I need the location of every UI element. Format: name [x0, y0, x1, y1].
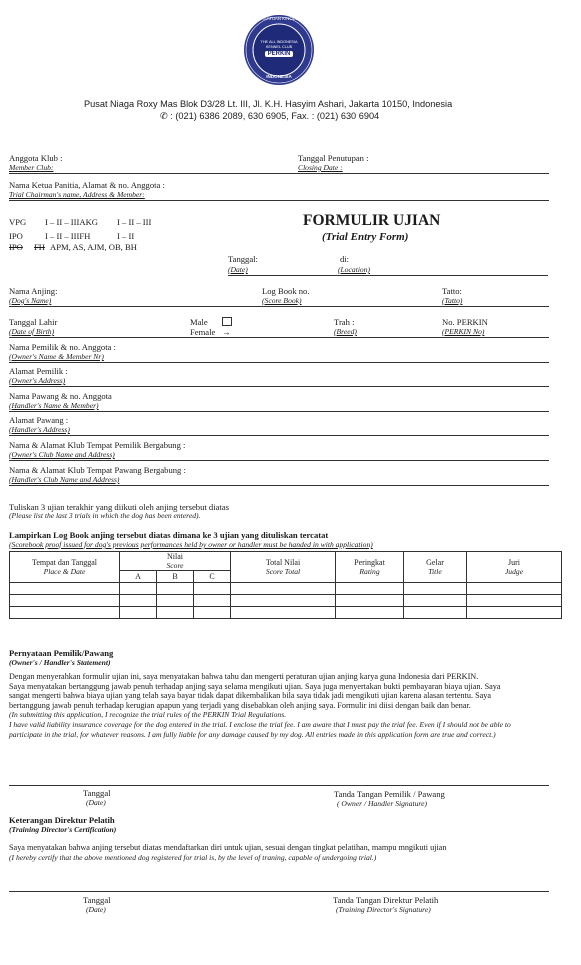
table-row[interactable]: [10, 583, 562, 595]
signature2-line[interactable]: [9, 891, 549, 892]
class-ipo: IPO: [9, 231, 23, 241]
handler-address-line[interactable]: [9, 435, 549, 436]
director-statement: Saya menyatakan bahwa anjing tersebut diatas mendaftarkan diri untuk ujian, sesuai dengan tingkat pelatihan, mampu mngikuti ujian: [9, 843, 447, 852]
owner-signature-label: Tanda Tangan Pemilik / Pawang: [334, 789, 445, 799]
logbook-note: Lampirkan Log Book anjing tersebut diatas dimana ke 3 ujian yang dituliskan tercatat: [9, 530, 329, 540]
handler-address-label-en: (Handler's Address): [9, 425, 70, 434]
class-vpg-levels-2: I – II – III: [117, 217, 152, 227]
closing-date-label-en: Closing Date :: [298, 163, 343, 172]
logo-ring-text: PERSATUAN KINOLOGI: [255, 16, 303, 21]
trials-note: Tuliskan 3 ujian terakhir yang diikuti oleh anjing tersebut diatas: [9, 502, 229, 512]
director-heading-en: (Training Director's Certification): [9, 825, 117, 834]
tattoo-label-en: (Tatto): [442, 296, 463, 305]
form-title: FORMULIR UJIAN: [303, 212, 441, 229]
chairman-label: Nama Ketua Panitia, Alamat & no. Anggota :: [9, 180, 165, 190]
owner-club-label: Nama & Alamat Klub Tempat Pemilik Bergabung :: [9, 440, 186, 450]
tattoo-label: Tatto:: [442, 286, 462, 296]
perkin-logo: [243, 14, 315, 86]
handler-name-label: Nama Pawang & no. Anggota: [9, 391, 112, 401]
dob-label: Tanggal Lahir: [9, 317, 58, 327]
trials-note-en: (Please list the last 3 trials in which the dog has been entered).: [9, 511, 201, 520]
dog-name-label: Nama Anjing:: [9, 286, 58, 296]
female-label: Female: [190, 327, 216, 337]
logo-bottom-text: INDONESIA: [266, 74, 292, 79]
owner-address-label-en: (Owner's Address): [9, 376, 66, 385]
trial-date-label: Tanggal:: [228, 254, 258, 264]
director-heading: Keterangan Direktur Pelatih: [9, 815, 115, 825]
handler-address-label: Alamat Pawang :: [9, 415, 69, 425]
dob-line[interactable]: [9, 337, 549, 338]
statement-heading-en: (Owner's / Handler's Statement): [9, 658, 111, 667]
owner-name-label: Nama Pemilik & no. Anggota :: [9, 342, 116, 352]
class-vpg-levels: I – II – IIIAKG: [45, 217, 98, 227]
dob-label-en: (Date of Birth): [9, 327, 55, 336]
header-contact: ✆ : (021) 6386 2089, 630 6905, Fax. : (021) 630 6904: [160, 111, 380, 121]
class-ipo-row3: IPO: [9, 242, 23, 252]
female-checkmark[interactable]: →: [222, 327, 231, 337]
breed-label: Trah :: [334, 317, 355, 327]
table-row[interactable]: [10, 607, 562, 619]
owner-name-label-en: (Owner's Name & Member Nr): [9, 352, 104, 361]
perkin-no-label: No. PERKIN: [442, 317, 488, 327]
trial-location-label: di:: [340, 254, 350, 264]
trial-location-label-en: (Location): [338, 265, 371, 274]
handler-name-line[interactable]: [9, 411, 549, 412]
chairman-line[interactable]: [9, 200, 549, 201]
logo-center-top: THE ALL INDONESIA: [260, 40, 298, 44]
male-checkbox[interactable]: [222, 317, 232, 326]
class-ipo-levels-2: I – II: [117, 231, 135, 241]
owner-club-label-en: (Owner's Club Name and Address): [9, 450, 115, 459]
header-judge: Juri Judge: [467, 552, 562, 583]
signature1-line[interactable]: [9, 785, 549, 786]
header-total: Total Nilai Score Total: [231, 552, 336, 583]
header-col-c: C: [194, 571, 231, 583]
logo-center-name: PERKIN: [265, 51, 293, 57]
logo-center-mid: KENNEL CLUB: [265, 45, 293, 49]
table-header-row: [10, 552, 562, 571]
owner-signature-label-en: ( Owner / Handler Signature): [337, 799, 427, 808]
owner-address-label: Alamat Pemilik :: [9, 366, 68, 376]
statement-heading: Pernyataan Pemilik/Pawang: [9, 648, 114, 658]
owner-club-line[interactable]: [9, 460, 549, 461]
member-club-line[interactable]: [9, 173, 549, 174]
class-others: APM, AS, AJM, OB, BH: [50, 242, 137, 252]
class-ipo-levels: I – II – IIIFH: [45, 231, 91, 241]
dog-name-label-en: (Dog's Name): [9, 296, 52, 305]
trial-date-line[interactable]: [228, 275, 548, 276]
header-address: Pusat Niaga Roxy Mas Blok D3/28 Lt. III, Jl. K.H. Hasyim Ashari, Jakarta 10150, Indonesia: [84, 99, 453, 109]
director-statement-en: (I hereby certify that the above mentioned dog registered for trial is, by the level of traning, capable of undergoing trial.): [9, 853, 377, 862]
director-signature-label: Tanda Tangan Direktur Pelatih: [333, 895, 439, 905]
handler-club-label-en: (Handler's Club Name and Address): [9, 475, 120, 484]
member-club-label: Anggota Klub :: [9, 153, 63, 163]
class-vpg: VPG: [9, 217, 27, 227]
trial-date-label-en: (Date): [228, 265, 248, 274]
header-col-b: B: [157, 571, 194, 583]
member-club-label-en: Member Club:: [9, 163, 54, 172]
male-label: Male: [190, 317, 208, 327]
handler-club-line[interactable]: [9, 485, 549, 486]
handler-club-label: Nama & Alamat Klub Tempat Pawang Bergabung :: [9, 465, 186, 475]
header-rating: Peringkat Rating: [336, 552, 404, 583]
trial-history-table: [9, 551, 562, 619]
logbook-label-en: (Score Book): [262, 296, 302, 305]
form-subtitle: (Trial Entry Form): [322, 231, 409, 243]
header-title: Gelar Title: [404, 552, 467, 583]
breed-label-en: (Breed): [334, 327, 357, 336]
owner-name-line[interactable]: [9, 362, 549, 363]
class-fh: FH: [34, 242, 45, 252]
signature1-date-label-en: (Date): [86, 798, 106, 807]
logbook-label: Log Book no.: [262, 286, 310, 296]
dog-name-line[interactable]: [9, 306, 549, 307]
header-col-a: A: [120, 571, 157, 583]
owner-address-line[interactable]: [9, 386, 549, 387]
signature2-date-label: Tanggal: [83, 895, 111, 905]
table-row[interactable]: [10, 595, 562, 607]
statement-body: Dengan menyerahkan formulir ujian ini, saya menyatakan bahwa tahu dan mengerti peraturan ujian anjing karya guna Indonesia dari PERKIN. Saya menyatakan bertanggung jawab penuh terhadap anjing saya selama mengikuti ujian. Saya juga menyertakan bukti pembayaran biaya ujian. Saya sangat mengerti bahwa biaya ujian yang telah saya bayar tidak dapat dikembalikan bila saya tidak jadi mengikuti ujian karena alasan tertentu. Saya bertanggung jawab penuh terhadap kerugian apapun yang terjadi yang disebabkan oleh anjing saya. Formulir ini diisi dengan baik dan benar. (In submitting this application, I recognize the trial rules of the PERKIN Trial Regulations. I have valid liability insurance coverage for the dog entered in the trial. I enclose the trial fee. I am aware that I must pay the trial fee. Even if I should not be able to participate in the trial, for whatever reasons. I am fully liable for any damage caused by my dog. All entries made in this application form are true and correct.): [9, 672, 511, 739]
header-place-date: Tempat dan Tanggal Place & Date: [10, 552, 120, 583]
chairman-label-en: Trial Chairman's name, Address & Member:: [9, 190, 145, 199]
logbook-note-en: (Scorebook proof issued for dog's previous performances held by owner or handler must be handed in with application): [9, 540, 373, 549]
signature1-date-label: Tanggal: [83, 788, 111, 798]
signature2-date-label-en: (Date): [86, 905, 106, 914]
handler-name-label-en: (Handler's Name & Member): [9, 401, 99, 410]
perkin-no-label-en: (PERKIN No): [442, 327, 485, 336]
header-score: Nilai Score: [120, 552, 231, 571]
closing-date-label: Tanggal Penutupan :: [298, 153, 369, 163]
director-signature-label-en: (Training Director's Signature): [336, 905, 431, 914]
